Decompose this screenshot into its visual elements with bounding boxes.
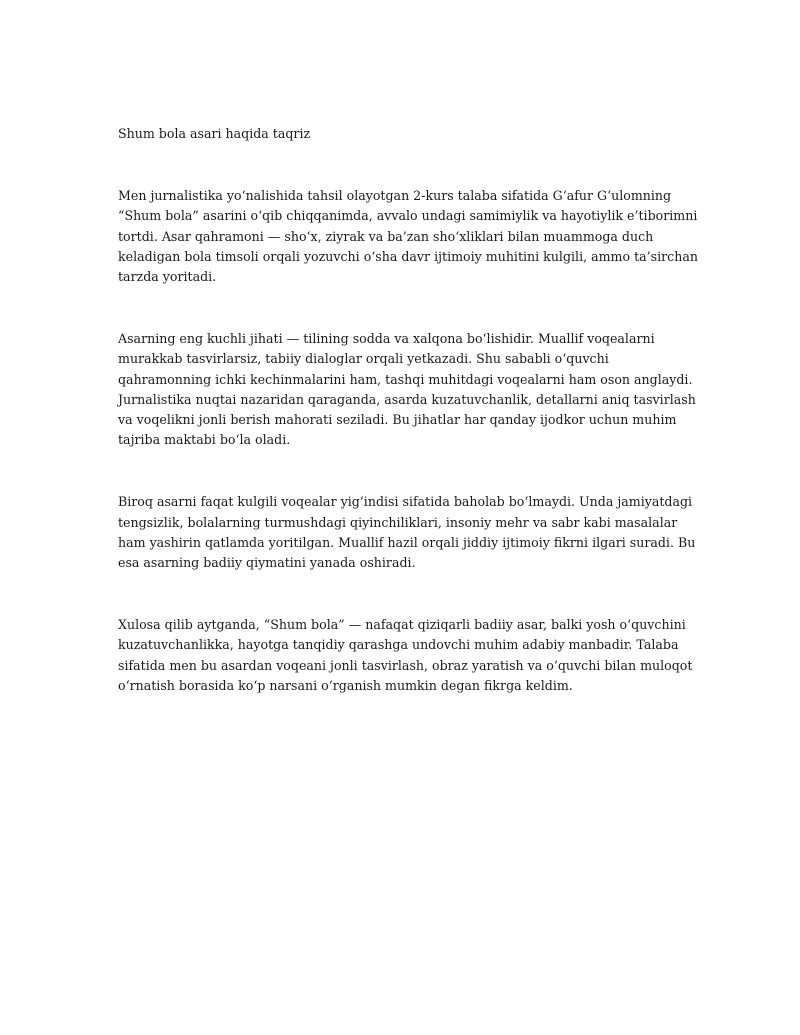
paragraph-intro: Men jurnalistika yo‘nalishida tahsil olayotgan 2-kurs talaba sifatida G‘afur G‘ulomning “Shum bola” asarini o‘qib chiqqanimda, avvalo undagi samimiylik va hayotiylik e’tiborimni tortdi. Asar qahramoni — sho‘x, ziyrak va ba’zan sho‘xliklari bilan muammoga duch keladigan bola timsoli orqali yozuvchi o‘sha davr ijtimoiy muhitini kulgili, ammo ta’sirchan tarzda yoritadi.	[118, 188, 698, 285]
paragraph-social-themes: Biroq asarni faqat kulgili voqealar yig‘indisi sifatida baholab bo‘lmaydi. Unda jamiyatdagi tengsizlik, bolalarning turmushdagi qiyinchiliklari, insoniy mehr va sabr kabi masalalar ham yashirin qatlamda yoritilgan. Muallif hazil orqali jiddiy ijtimoiy fikrni ilgari suradi. Bu esa asarning badiiy qiymatini yanada oshiradi.	[118, 494, 696, 571]
document-body	[118, 124, 698, 738]
paragraph-conclusion: Xulosa qilib aytganda, “Shum bola” — nafaqat qiziqarli badiiy asar, balki yosh o‘quvchini kuzatuvchanlikka, hayotga tanqidiy qarashga undovchi muhim adabiy manbadir. Talaba sifatida men bu asardan voqeani jonli tasvirlash, obraz yaratish va o‘quvchi bilan muloqot o‘rnatish borasida ko‘p narsani o‘rganish mumkin degan fikrga keldim.	[118, 617, 693, 693]
paragraph-language-style: Asarning eng kuchli jihati — tilining sodda va xalqona bo‘lishidir. Muallif voqealarni murakkab tasvirlarsiz, tabiiy dialoglar orqali yetkazadi. Shu sababli o‘quvchi qahramonning ichki kechinmalarini ham, tashqi muhitdagi voqealarni ham oson anglaydi. Jurnalistika nuqtai nazaridan qaraganda, asarda kuzatuvchanlik, detallarni aniq tasvirlash va voqelikni jonli berish mahorati seziladi. Bu jihatlar har qanday ijodkor uchun muhim tajriba maktabi bo‘la oladi.	[118, 331, 696, 448]
document-title: Shum bola asari haqida taqriz	[118, 126, 311, 141]
